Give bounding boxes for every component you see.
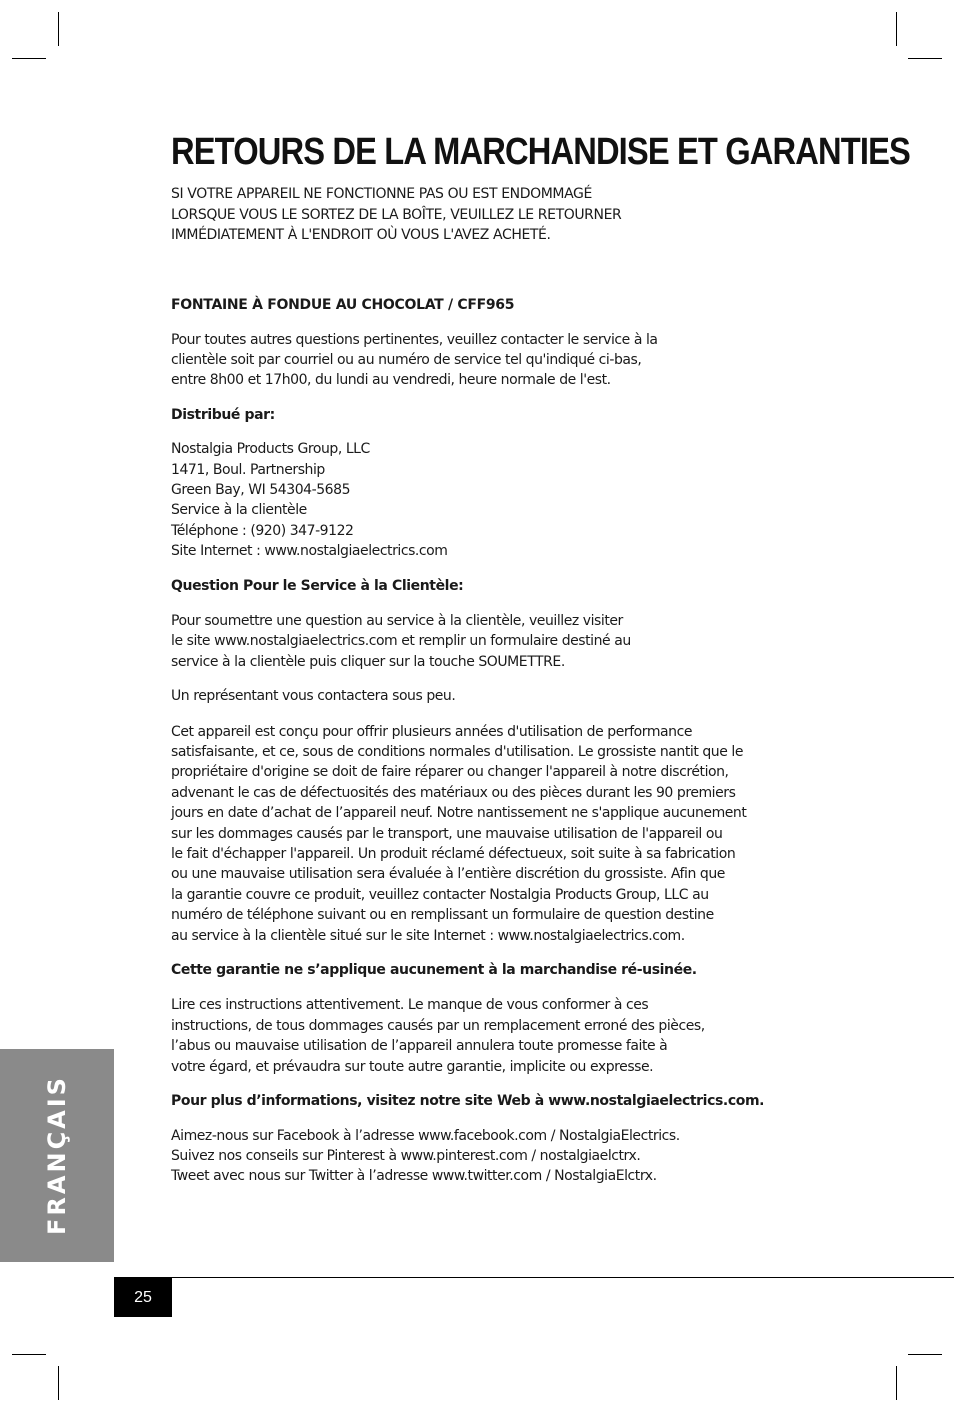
text-line: votre égard, et prévaudra sur toute autre garantie, implicite ou expresse. (171, 1058, 654, 1075)
page-content (171, 130, 910, 1187)
address-block (171, 439, 811, 561)
website-line: Site Internet : www.nostalgiaelectrics.com (171, 543, 448, 560)
text-line: le fait d'échapper l'appareil. Un produit réclamé défectueux, soit suite à sa fabrication (171, 846, 736, 863)
crop-mark (58, 1366, 59, 1400)
twitter-line: Tweet avec nous sur Twitter à l’adresse www.twitter.com / NostalgiaElctrx. (171, 1168, 657, 1185)
intro-line: SI VOTRE APPAREIL NE FONCTIONNE PAS OU EST ENDOMMAGÉ (171, 186, 592, 202)
address-line: Green Bay, WI 54304-5685 (171, 481, 351, 498)
questions-paragraph (171, 330, 811, 391)
text-line: sur les dommages causés par le transport, une mauvaise utilisation de l'appareil ou (171, 825, 723, 842)
text-line: Pour toutes autres questions pertinentes, veuillez contacter le service à la (171, 331, 658, 348)
text-line: Cet appareil est conçu pour offrir plusieurs années d'utilisation de performance (171, 723, 692, 740)
crop-mark (12, 58, 46, 59)
representative-line: Un représentant vous contactera sous peu. (171, 688, 456, 705)
crop-mark (12, 1354, 46, 1355)
crop-mark (908, 1354, 942, 1355)
intro-line: LORSQUE VOUS LE SORTEZ DE LA BOÎTE, VEUILLEZ LE RETOURNER (171, 206, 622, 223)
distributed-label: Distribué par: (171, 406, 275, 423)
facebook-line: Aimez-nous sur Facebook à l’adresse www.facebook.com / NostalgiaElectrics. (171, 1127, 680, 1144)
text-line: le site www.nostalgiaelectrics.com et remplir un formulaire destiné au (171, 633, 631, 650)
language-label: FRANÇAIS (43, 1075, 71, 1235)
crop-mark (896, 1366, 897, 1400)
text-line: propriétaire d'origine se doit de faire réparer ou changer l'appareil à notre discrétion, (171, 764, 729, 781)
text-line: satisfaisante, et ce, sous de conditions normales d'utilisation. Le grossiste nantit que le (171, 744, 743, 760)
text-line: advenant le cas de défectuosités des matériaux ou des pièces durant les 90 premiers (171, 784, 736, 801)
page-number: 25 (114, 1278, 172, 1317)
footer-rule (114, 1277, 954, 1278)
submit-paragraph (171, 611, 811, 672)
more-info-line: Pour plus d’informations, visitez notre site Web à www.nostalgiaelectrics.com. (171, 1093, 765, 1110)
text-line: instructions, de tous dommages causés par un remplacement erroné des pièces, (171, 1017, 705, 1034)
pinterest-line: Suivez nos conseils sur Pinterest à www.pinterest.com / nostalgiaelctrx. (171, 1147, 641, 1164)
text-line: entre 8h00 et 17h00, du lundi au vendredi, heure normale de l'est. (171, 372, 611, 389)
crop-mark (908, 58, 942, 59)
language-tab (0, 1049, 114, 1262)
text-line: l’abus ou mauvaise utilisation de l’appareil annulera toute promesse faite à (171, 1038, 668, 1055)
crop-mark (896, 12, 897, 46)
refurbished-note: Cette garantie ne s’applique aucunement à la marchandise ré-usinée. (171, 962, 697, 979)
address-line: 1471, Boul. Partnership (171, 461, 325, 478)
text-line: clientèle soit par courriel ou au numéro de service tel qu'indiqué ci-bas, (171, 351, 642, 368)
text-line: service à la clientèle puis cliquer sur la touche SOUMETTRE. (171, 653, 565, 670)
phone-line: Téléphone : (920) 347-9122 (171, 522, 354, 539)
text-line: numéro de téléphone suivant ou en remplissant un formulaire de question destine (171, 907, 714, 924)
text-line: Pour soumettre une question au service à la clientèle, veuillez visiter (171, 612, 623, 629)
text-line: jours en date d’achat de l’appareil neuf. Notre nantissement ne s'applique aucunement (171, 805, 747, 822)
address-line: Nostalgia Products Group, LLC (171, 441, 370, 458)
text-line: la garantie couvre ce produit, veuillez contacter Nostalgia Products Group, LLC au (171, 886, 709, 903)
intro-warning (171, 184, 811, 246)
page-title: RETOURS DE LA MARCHANDISE ET GARANTIES (171, 131, 910, 173)
text-line: Lire ces instructions attentivement. Le manque de vous conformer à ces (171, 997, 649, 1014)
text-line: au service à la clientèle situé sur le site Internet : www.nostalgiaelectrics.com. (171, 927, 685, 944)
crop-mark (58, 12, 59, 46)
customer-question-label: Question Pour le Service à la Clientèle: (171, 577, 464, 594)
product-heading: FONTAINE À FONDUE AU CHOCOLAT / CFF965 (171, 296, 515, 313)
address-line: Service à la clientèle (171, 502, 307, 519)
text-line: ou une mauvaise utilisation sera évaluée à l’entière discrétion du grossiste. Afin que (171, 866, 725, 883)
warranty-paragraph (171, 722, 811, 946)
intro-line: IMMÉDIATEMENT À L'ENDROIT OÙ VOUS L'AVEZ ACHETÉ. (171, 227, 551, 243)
instructions-paragraph (171, 995, 811, 1077)
social-links (171, 1126, 811, 1187)
